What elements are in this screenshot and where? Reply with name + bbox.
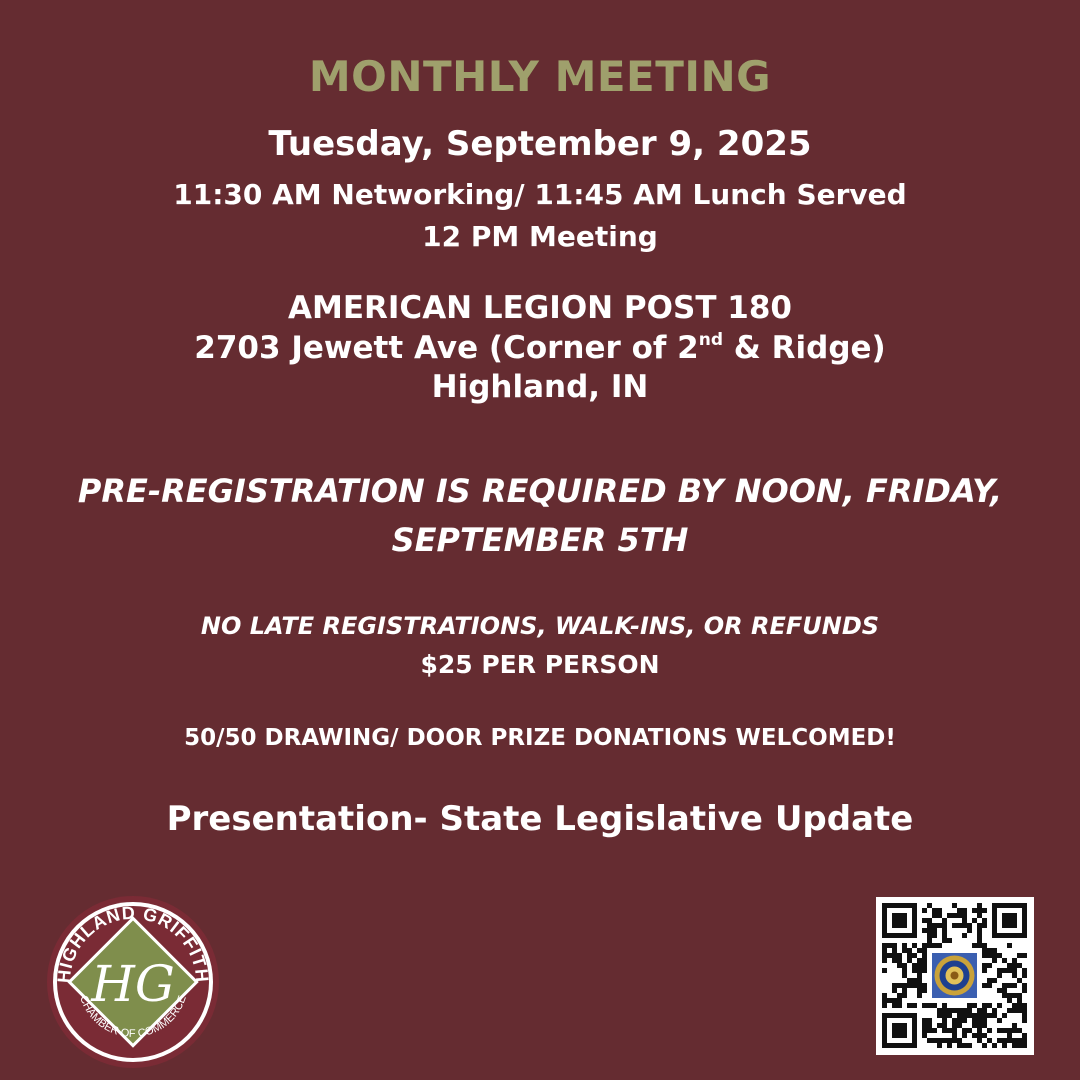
preregistration-notice-line2: SEPTEMBER 5TH (391, 521, 689, 559)
price-per-person: $25 PER PERSON (420, 650, 660, 679)
qr-code[interactable] (876, 897, 1034, 1055)
address-prefix: 2703 Jewett Ave (Corner of 2 (194, 330, 699, 366)
logo-arc-bottom: CHAMBER OF COMMERCE (77, 994, 189, 1041)
legion-emblem-icon (935, 956, 975, 996)
venue-name: AMERICAN LEGION POST 180 (288, 290, 792, 326)
meeting-times-networking: 11:30 AM Networking/ 11:45 AM Lunch Served (173, 178, 907, 211)
logo-monogram: HG (91, 955, 175, 1013)
meeting-date: Tuesday, September 9, 2025 (268, 124, 812, 164)
preregistration-notice-line1: PRE-REGISTRATION IS REQUIRED BY NOON, FRIDAY, (77, 472, 1003, 510)
presentation-topic: Presentation- State Legislative Update (166, 799, 914, 839)
venue-city: Highland, IN (431, 369, 649, 405)
chamber-logo (44, 893, 222, 1071)
address-suffix: & Ridge) (723, 330, 886, 366)
no-late-notice: NO LATE REGISTRATIONS, WALK-INS, OR REFUNDS (200, 612, 880, 640)
address-ordinal: nd (698, 330, 724, 350)
drawing-notice: 50/50 DRAWING/ DOOR PRIZE DONATIONS WELCOMED! (184, 725, 896, 751)
meeting-times-meeting: 12 PM Meeting (422, 220, 658, 253)
qr-code-icon (876, 897, 1034, 1055)
meeting-title: MONTHLY MEETING (308, 52, 772, 101)
venue-address (0, 330, 1080, 366)
logo-arc-top: HIGHLAND GRIFFITH (53, 902, 213, 984)
